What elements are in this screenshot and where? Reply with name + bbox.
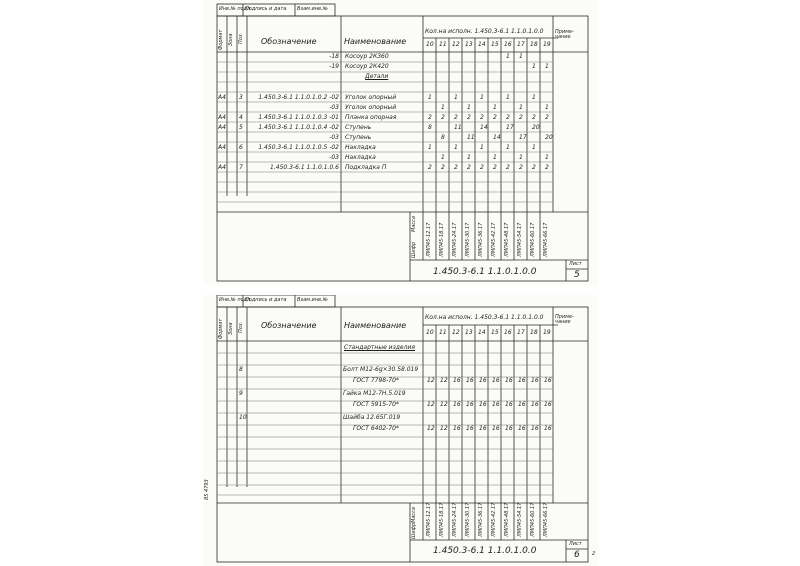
qty-cell: 16 xyxy=(531,401,539,408)
qty-cell: 17 xyxy=(519,134,527,141)
variant-code: ЛМП45-30.17 xyxy=(465,222,471,257)
variant-code: ЛМП45-60.17 xyxy=(530,502,536,537)
qty-cell: 12 xyxy=(440,425,448,432)
qty-cell: 16 xyxy=(453,401,461,408)
code-label: Шифр xyxy=(411,522,417,539)
qty-cell: 12 xyxy=(427,425,435,432)
variant-18: 18 xyxy=(530,329,538,336)
variant-17: 17 xyxy=(517,329,525,336)
row-name: Накладка xyxy=(345,144,376,151)
qty-cell: 2 xyxy=(545,164,549,171)
variant-10: 10 xyxy=(426,41,434,48)
qty-title: Кол.на исполн. 1.450.3-6.1 1.1.0.1.0.0 xyxy=(425,314,544,321)
row-name-line-1: Болт М12-6g×30.58.019 xyxy=(343,366,419,373)
qty-cell: 1 xyxy=(532,63,536,70)
qty-cell: 16 xyxy=(505,377,513,384)
qty-cell: 2 xyxy=(467,114,471,121)
qty-cell: 16 xyxy=(531,425,539,432)
row-position: 4 xyxy=(239,114,243,121)
variant-code: ЛМП45-48.17 xyxy=(504,502,510,537)
section-standard-items: Стандартные изделия xyxy=(344,344,415,351)
qty-cell: 12 xyxy=(440,401,448,408)
row-designation: 1.450.3-6.1 1.1.0.1.0.5 -02 xyxy=(258,144,339,151)
qty-cell: 12 xyxy=(440,377,448,384)
row-name: Косоур 2К420 xyxy=(345,63,389,70)
sheet-label: Лист xyxy=(569,261,582,267)
variant-code: ЛМП45-42.17 xyxy=(491,502,497,537)
stamp-signature-label: Подпись и дата xyxy=(245,6,287,12)
qty-cell: 1 xyxy=(428,94,432,101)
qty-cell: 1 xyxy=(493,104,497,111)
stamp-signature-label: Подпись и дата xyxy=(245,297,287,303)
variant-code: ЛМП45-42.17 xyxy=(491,222,497,257)
variant-19: 19 xyxy=(543,41,551,48)
row-position: 6 xyxy=(239,144,243,151)
qty-cell: 16 xyxy=(492,425,500,432)
row-name: Планка опорная xyxy=(345,114,397,121)
qty-cell: 1 xyxy=(467,104,471,111)
row-designation: -03 xyxy=(329,154,339,161)
sheet-number: 5 xyxy=(574,270,580,280)
qty-cell: 16 xyxy=(479,425,487,432)
qty-cell: 16 xyxy=(453,425,461,432)
zone-header: Зона xyxy=(228,322,234,335)
variant-code: ЛМП45-54.17 xyxy=(517,502,523,537)
row-name: Детали xyxy=(365,73,389,80)
stamp-inv-label: Инв.№ подл. xyxy=(219,6,252,12)
qty-cell: 2 xyxy=(519,114,523,121)
row-designation: -03 xyxy=(329,134,339,141)
qty-cell: 12 xyxy=(427,401,435,408)
qty-cell: 16 xyxy=(453,377,461,384)
variant-code: ЛМП45-36.17 xyxy=(478,222,484,257)
row-name: Уголок опорный xyxy=(345,104,397,111)
mass-label: Масса xyxy=(411,507,417,523)
sheet-number: 6 xyxy=(574,550,580,560)
qty-cell: 1 xyxy=(441,154,445,161)
row-designation: -18 xyxy=(329,53,339,60)
qty-cell: 2 xyxy=(506,164,510,171)
qty-cell: 16 xyxy=(518,377,526,384)
variant-code: ЛМП45-18.17 xyxy=(439,222,445,257)
qty-cell: 2 xyxy=(493,114,497,121)
qty-cell: 20 xyxy=(532,124,540,131)
variant-16: 16 xyxy=(504,329,512,336)
qty-cell: 12 xyxy=(427,377,435,384)
qty-cell: 2 xyxy=(545,114,549,121)
qty-cell: 16 xyxy=(466,401,474,408)
spec-sheet-1 xyxy=(203,0,598,285)
variant-15: 15 xyxy=(491,329,499,336)
variant-19: 19 xyxy=(543,329,551,336)
qty-cell: 11 xyxy=(467,134,475,141)
qty-cell: 16 xyxy=(466,425,474,432)
row-designation: -19 xyxy=(329,63,339,70)
name-header: Наименование xyxy=(344,37,407,46)
qty-cell: 2 xyxy=(480,114,484,121)
variant-code: ЛМП45-24.17 xyxy=(452,222,458,257)
qty-cell: 8 xyxy=(441,134,445,141)
variant-code: ЛМП45-54.17 xyxy=(517,222,523,257)
row-name: Уголок опорный xyxy=(345,94,397,101)
designation-header: Обозначение xyxy=(261,321,317,330)
qty-cell: 16 xyxy=(518,401,526,408)
row-position: 7 xyxy=(239,164,243,171)
row-position: 5 xyxy=(239,124,243,131)
variant-18: 18 xyxy=(530,41,538,48)
qty-cell: 1 xyxy=(428,144,432,151)
variant-code: ЛМП45-66.17 xyxy=(543,502,549,537)
variant-16: 16 xyxy=(504,41,512,48)
variant-code: ЛМП45-48.17 xyxy=(504,222,510,257)
qty-cell: 1 xyxy=(532,94,536,101)
qty-cell: 1 xyxy=(545,104,549,111)
qty-cell: 1 xyxy=(480,144,484,151)
qty-cell: 2 xyxy=(454,164,458,171)
row-designation: 1.450.3-6.1 1.1.0.1.0.6 xyxy=(270,164,339,171)
qty-cell: 2 xyxy=(480,164,484,171)
stamp-replace-label: Взам.инв.№ xyxy=(297,6,328,12)
row-name-line-2: ГОСТ 7798-70* xyxy=(353,377,399,384)
row-position: 3 xyxy=(239,94,243,101)
qty-cell: 1 xyxy=(480,94,484,101)
qty-cell: 1 xyxy=(532,144,536,151)
qty-cell: 16 xyxy=(492,401,500,408)
row-designation: 1.450.3-6.1 1.1.0.1.0.4 -02 xyxy=(258,124,339,131)
row-designation: -03 xyxy=(329,104,339,111)
qty-cell: 1 xyxy=(441,104,445,111)
format-header: Формат xyxy=(218,29,224,50)
qty-cell: 16 xyxy=(544,401,552,408)
row-name-line-1: Гайка М12-7Н.5.019 xyxy=(343,390,406,397)
qty-cell: 16 xyxy=(505,401,513,408)
row-name-line-2: ГОСТ 5915-70* xyxy=(353,401,399,408)
variant-10: 10 xyxy=(426,329,434,336)
qty-cell: 20 xyxy=(545,134,553,141)
row-position: 10 xyxy=(239,414,247,421)
qty-cell: 1 xyxy=(545,63,549,70)
doc-number: 1.450.3-6.1 1.1.0.1.0.0 xyxy=(433,546,537,556)
spec-sheet-2 xyxy=(203,295,598,566)
qty-cell: 2 xyxy=(428,114,432,121)
page-mark: 2 xyxy=(592,551,596,557)
qty-cell: 1 xyxy=(454,94,458,101)
row-format: А4 xyxy=(218,164,226,171)
margin-code: 85 4793 xyxy=(204,479,210,500)
zone-header: Зона xyxy=(228,33,234,46)
qty-cell: 2 xyxy=(532,114,536,121)
qty-cell: 16 xyxy=(505,425,513,432)
pos-header: Поз. xyxy=(238,321,244,333)
variant-11: 11 xyxy=(439,41,447,48)
row-name-line-2: ГОСТ 6402-70* xyxy=(353,425,399,432)
variant-code: ЛМП45-18.17 xyxy=(439,502,445,537)
qty-cell: 14 xyxy=(480,124,488,131)
qty-cell: 16 xyxy=(531,377,539,384)
qty-cell: 2 xyxy=(506,114,510,121)
row-format: А4 xyxy=(218,124,226,131)
qty-cell: 17 xyxy=(506,124,514,131)
notes-header: Приме-чание xyxy=(555,314,574,325)
row-name-line-1: Шайба 12.65Г.019 xyxy=(343,414,401,421)
variant-code: ЛМП45-30.17 xyxy=(465,502,471,537)
qty-title: Кол.на исполн. 1.450.3-6.1 1.1.0.1.0.0 xyxy=(425,28,544,35)
variant-15: 15 xyxy=(491,41,499,48)
mass-label: Масса xyxy=(411,216,417,232)
sheet-label: Лист xyxy=(569,541,582,547)
designation-header: Обозначение xyxy=(261,37,317,46)
variant-12: 12 xyxy=(452,329,460,336)
qty-cell: 1 xyxy=(506,144,510,151)
variant-code: ЛМП45-36.17 xyxy=(478,502,484,537)
qty-cell: 16 xyxy=(479,377,487,384)
variant-code: ЛМП45-12.17 xyxy=(426,502,432,537)
qty-cell: 1 xyxy=(545,154,549,161)
qty-cell: 2 xyxy=(532,164,536,171)
doc-number: 1.450.3-6.1 1.1.0.1.0.0 xyxy=(433,267,537,277)
qty-cell: 2 xyxy=(428,164,432,171)
row-position: 9 xyxy=(239,390,243,397)
variant-code: ЛМП45-66.17 xyxy=(543,222,549,257)
qty-cell: 16 xyxy=(544,425,552,432)
variant-17: 17 xyxy=(517,41,525,48)
qty-cell: 2 xyxy=(519,164,523,171)
variant-12: 12 xyxy=(452,41,460,48)
row-name: Подкладка П xyxy=(345,164,387,171)
variant-code: ЛМП45-60.17 xyxy=(530,222,536,257)
row-format: А4 xyxy=(218,114,226,121)
qty-cell: 8 xyxy=(428,124,432,131)
qty-cell: 14 xyxy=(493,134,501,141)
variant-13: 13 xyxy=(465,41,473,48)
row-designation: 1.450.3-6.1 1.1.0.1.0.2 -02 xyxy=(258,94,339,101)
variant-11: 11 xyxy=(439,329,447,336)
qty-cell: 16 xyxy=(466,377,474,384)
row-name: Ступень xyxy=(345,134,372,141)
qty-cell: 16 xyxy=(479,401,487,408)
variant-13: 13 xyxy=(465,329,473,336)
format-header: Формат xyxy=(218,318,224,339)
qty-cell: 1 xyxy=(467,154,471,161)
row-designation: 1.450.3-6.1 1.1.0.1.0.3 -01 xyxy=(258,114,339,121)
row-name: Косоур 2К360 xyxy=(345,53,389,60)
qty-cell: 1 xyxy=(493,154,497,161)
qty-cell: 1 xyxy=(519,154,523,161)
qty-cell: 1 xyxy=(506,53,510,60)
row-name: Накладка xyxy=(345,154,376,161)
qty-cell: 2 xyxy=(441,164,445,171)
pos-header: Поз. xyxy=(238,32,244,44)
qty-cell: 2 xyxy=(454,114,458,121)
qty-cell: 1 xyxy=(506,94,510,101)
row-name: Ступень xyxy=(345,124,372,131)
qty-cell: 2 xyxy=(493,164,497,171)
qty-cell: 16 xyxy=(492,377,500,384)
row-position: 8 xyxy=(239,366,243,373)
qty-cell: 1 xyxy=(454,144,458,151)
code-label: Шифр xyxy=(411,241,417,258)
variant-code: ЛМП45-12.17 xyxy=(426,222,432,257)
qty-cell: 2 xyxy=(467,164,471,171)
name-header: Наименование xyxy=(344,321,407,330)
qty-cell: 16 xyxy=(544,377,552,384)
notes-header: Приме-чание xyxy=(555,29,574,40)
variant-14: 14 xyxy=(478,329,486,336)
stamp-replace-label: Взам.инв.№ xyxy=(297,297,328,303)
variant-14: 14 xyxy=(478,41,486,48)
row-format: А4 xyxy=(218,144,226,151)
qty-cell: 11 xyxy=(454,124,462,131)
qty-cell: 1 xyxy=(519,104,523,111)
stamp-inv-label: Инв.№ подл. xyxy=(219,297,252,303)
variant-code: ЛМП45-24.17 xyxy=(452,502,458,537)
row-format: А4 xyxy=(218,94,226,101)
qty-cell: 16 xyxy=(518,425,526,432)
qty-cell: 2 xyxy=(441,114,445,121)
qty-cell: 1 xyxy=(519,53,523,60)
